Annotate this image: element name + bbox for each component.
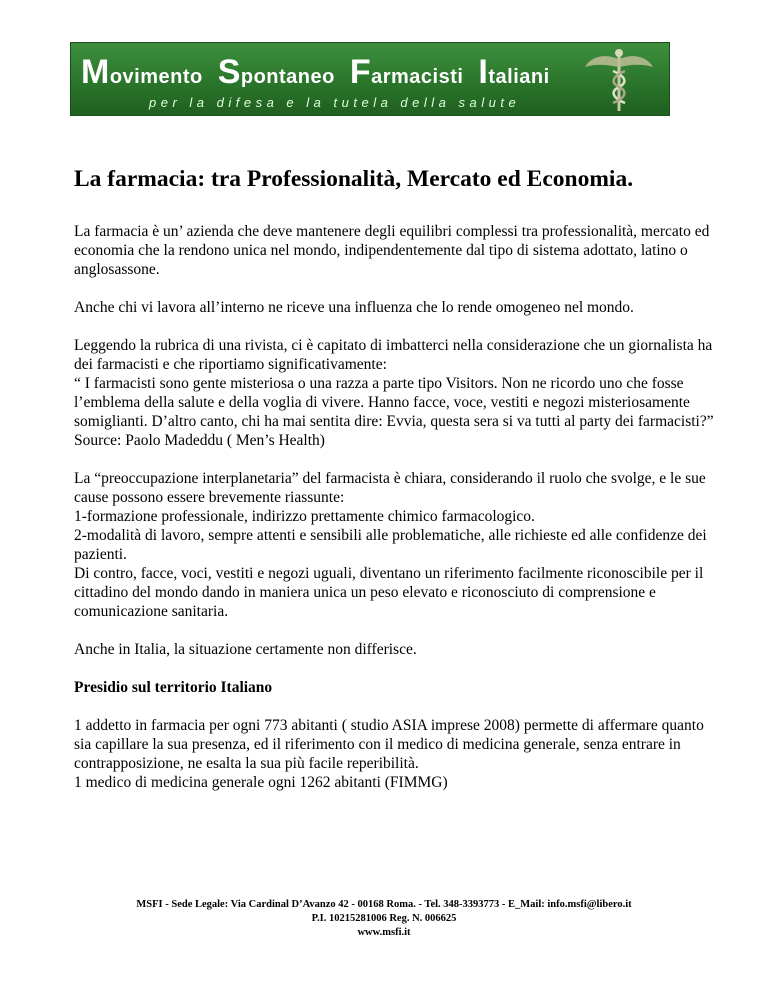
quote-intro: Leggendo la rubrica di una rivista, ci è capitato di imbatterci nella considerazione che un giornalista ha dei farmacisti e che riportiamo significativamente: bbox=[74, 337, 713, 373]
quote-source: Source: Paolo Madeddu ( Men’s Health) bbox=[74, 432, 325, 449]
paragraph-quote bbox=[74, 336, 714, 450]
logo-word-movimento: ovimento bbox=[109, 66, 203, 88]
stat-pharmacy: 1 addetto in farmacia per ogni 773 abitanti ( studio ASIA imprese 2008) permette di affermare quanto sia capillare la sua presenza, ed il riferimento con il medico di medicina generale, senza entrare in contrapposizione, ne esalta la sua più facile reperibilità. bbox=[74, 717, 704, 772]
concern-point-2: 2-modalità di lavoro, sempre attenti e sensibili alle problematiche, alle richieste ed alle confidenze dei pazienti. bbox=[74, 527, 707, 563]
concern-intro: La “preoccupazione interplanetaria” del farmacista è chiara, considerando il ruolo che svolge, e le sue cause possono essere brevemente riassunte: bbox=[74, 470, 706, 506]
quote-text: “ I farmacisti sono gente misteriosa o una razza a parte tipo Visitors. Non ne ricordo uno che fosse l’emblema della salute e della voglia di vivere. Hanno facce, voce, vestiti e negozi misteriosamente somiglianti. D’altro canto, chi ha mai sentita dire: Evvia, questa sera si va tutti al party dei farmacisti?” bbox=[74, 375, 714, 430]
paragraph-concern bbox=[74, 469, 714, 621]
concern-point-1: 1-formazione professionale, indirizzo prettamente chimico farmacologico. bbox=[74, 508, 535, 525]
footer-address: MSFI - Sede Legale: Via Cardinal D’Avanzo 42 - 00168 Roma. - Tel. 348-3393773 - E_Mail: info.msfi@libero.it bbox=[136, 899, 632, 910]
logo-initial-s: S bbox=[217, 53, 241, 91]
logo-word-spontaneo: pontaneo bbox=[240, 66, 335, 88]
logo-initial-i: I bbox=[478, 53, 489, 91]
paragraph-influence: Anche chi vi lavora all’interno ne riceve una influenza che lo rende omogeneo nel mondo. bbox=[74, 299, 634, 316]
footer-website-link[interactable]: www.msfi.it bbox=[357, 927, 411, 938]
footer-registration: P.I. 10215281006 Reg. N. 006625 bbox=[311, 913, 457, 924]
concern-conclusion: Di contro, facce, voci, vestiti e negozi uguali, diventano un riferimento facilmente riconoscibile per il cittadino del mondo dando in maniera unica un peso elevato e riconosciuto di comprensione e comunicazione sanitaria. bbox=[74, 565, 704, 620]
logo-word-italiani: taliani bbox=[488, 66, 550, 88]
logo-initial-m: M bbox=[81, 53, 110, 91]
document-title: La farmacia: tra Professionalità, Mercato ed Economia. bbox=[74, 166, 634, 192]
document-body bbox=[74, 222, 714, 811]
paragraph-intro: La farmacia è un’ azienda che deve mantenere degli equilibri complessi tra professionalità, mercato ed economia che la rendono unica nel mondo, indipendentemente dal tipo di sistema adottato, latino o anglosassone. bbox=[74, 223, 710, 278]
section-heading: Presidio sul territorio Italiano bbox=[74, 679, 273, 696]
tagline: per la difesa e la tutela della salute bbox=[149, 95, 521, 110]
stat-doctor: 1 medico di medicina generale ogni 1262 abitanti (FIMMG) bbox=[74, 774, 448, 791]
logo-initial-f: F bbox=[349, 53, 372, 91]
logo-word-farmacisti: armacisti bbox=[371, 66, 464, 88]
organization-name bbox=[81, 55, 560, 89]
header-banner bbox=[70, 42, 670, 116]
paragraph-italy: Anche in Italia, la situazione certamente non differisce. bbox=[74, 641, 417, 658]
page-footer bbox=[40, 898, 728, 940]
caduceus-icon bbox=[583, 47, 655, 113]
paragraph-statistics bbox=[74, 716, 714, 792]
